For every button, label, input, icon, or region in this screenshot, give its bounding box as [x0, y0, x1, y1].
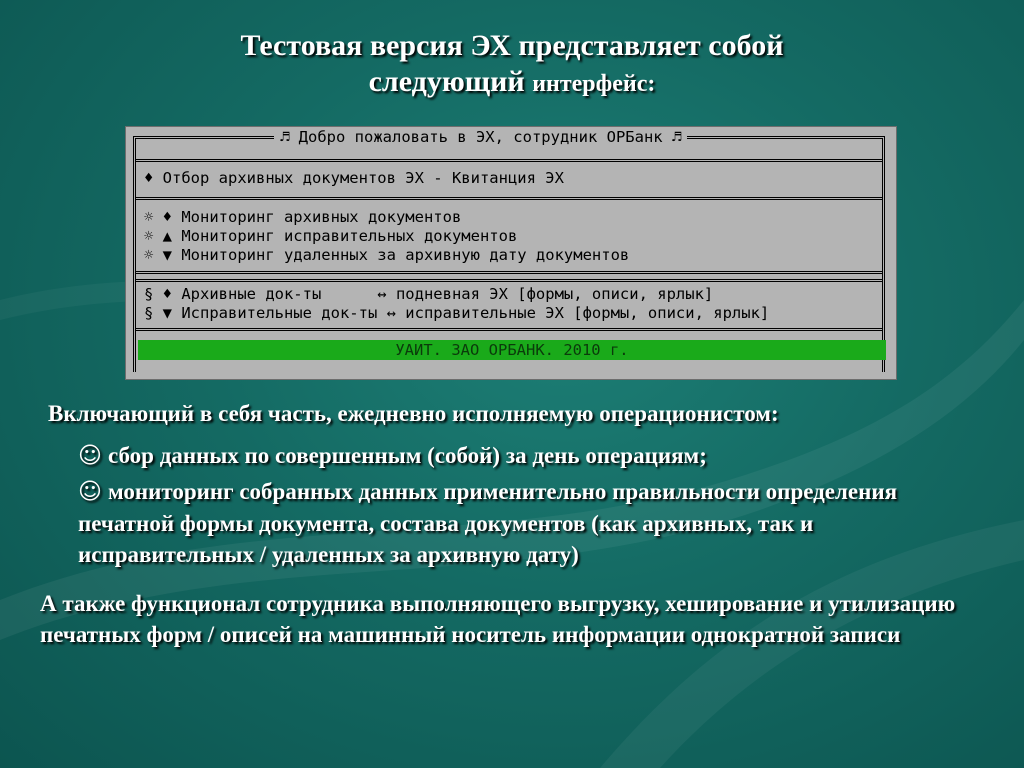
menu-item-monitor-corrective[interactable]: ☼ ▲ Мониторинг исправительных документов: [144, 227, 518, 245]
title-line-2-main: следующий: [368, 65, 525, 98]
separator: [136, 197, 882, 203]
dos-screen: [125, 126, 897, 380]
separator: [136, 159, 882, 165]
menu-item-select-archive[interactable]: ♦ Отбор архивных документов ЭХ - Квитанция ЭХ: [144, 169, 564, 187]
bullet-item-1: [78, 440, 978, 472]
title-line-1: Тестовая версия ЭХ представляет собой: [240, 29, 784, 62]
separator: [136, 328, 882, 334]
menu-item-monitor-deleted[interactable]: ☼ ▼ Мониторинг удаленных за архивную дату документов: [144, 246, 630, 264]
separator: [136, 271, 882, 277]
frame-title: ♬ Добро пожаловать в ЭХ, сотрудник ОРБанк ♬: [274, 127, 687, 147]
slide-title: [0, 28, 1024, 102]
intro-text: Включающий в себя часть, ежедневно исполняемую операционистом:: [48, 401, 779, 426]
menu-item-archive-docs[interactable]: § ♦ Архивные док-ты ↔ подневная ЭХ [формы, описи, ярлык]: [144, 285, 714, 303]
menu-item-corrective-docs[interactable]: § ▼ Исправительные док-ты ↔ исправительные ЭХ [формы, описи, ярлык]: [144, 304, 770, 322]
closing-paragraph: А также функционал сотрудника выполняющего выгрузку, хеширование и утилизацию печатных форм / описей на машинный носитель информации однократной записи: [40, 591, 956, 647]
bullet-item-2: [78, 476, 978, 570]
title-line-2-small: интерфейс:: [532, 71, 656, 97]
smiley-icon: ☺: [78, 479, 102, 505]
status-bar: УАИТ. ЗАО ОРБАНК. 2010 г.: [138, 340, 886, 360]
smiley-icon: ☺: [78, 443, 102, 469]
bullet-1-text: сбор данных по совершенным (собой) за день операциям;: [107, 443, 707, 468]
menu-item-monitor-archive[interactable]: ☼ ♦ Мониторинг архивных документов: [144, 208, 462, 226]
bullet-2-text: мониторинг собранных данных применительно правильности определения печатной формы документа, состава документов (как архивных, так и исправительных / удаленных за архивную дату): [78, 479, 898, 567]
menu-frame: [133, 128, 885, 372]
title-line-2: [0, 64, 1024, 102]
